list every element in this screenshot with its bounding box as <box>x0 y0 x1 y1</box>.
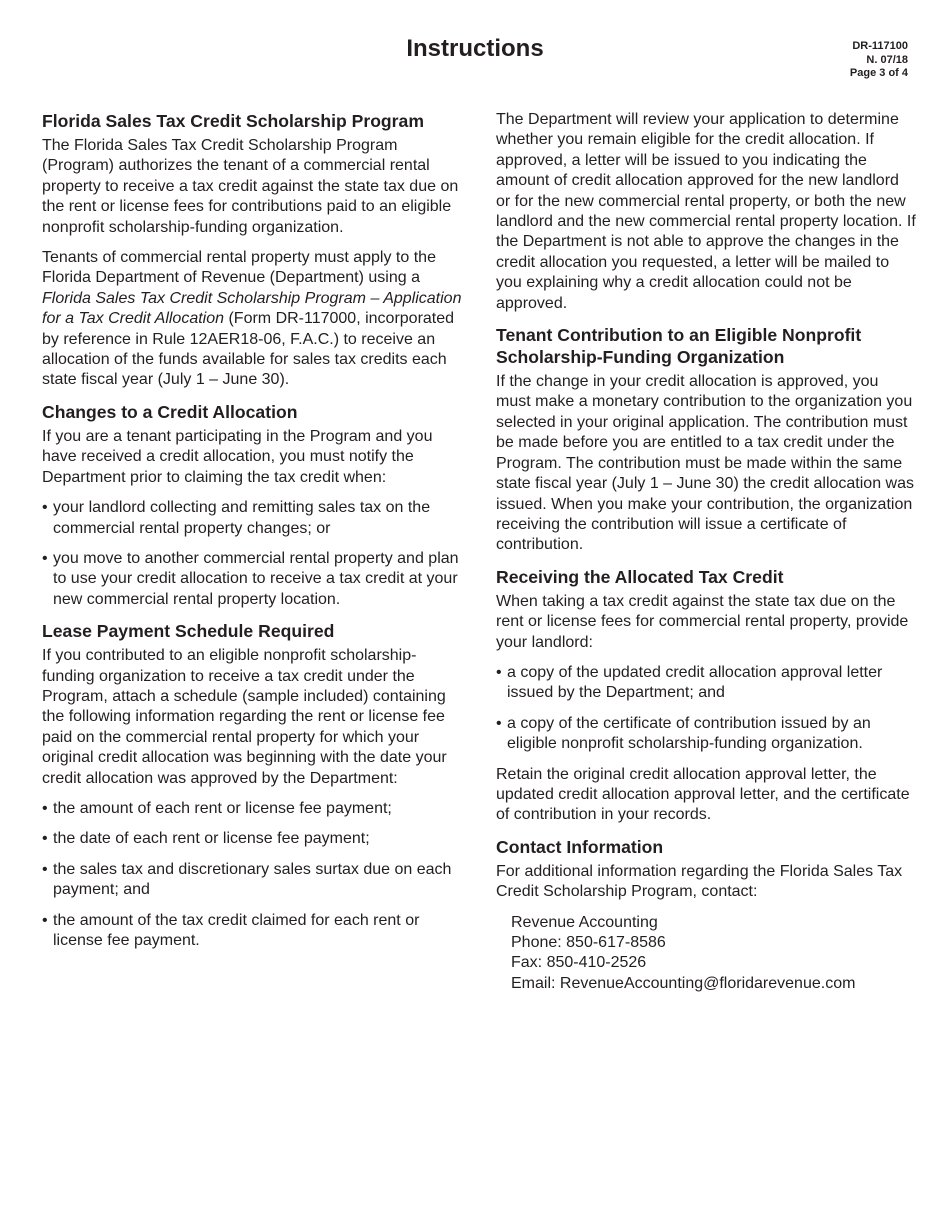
form-number: DR-117100 <box>852 40 908 52</box>
lease-intro: If you contributed to an eligible nonprofit scholarship-funding organization to receive a tax credit under the Program, attach a schedule (sample included) containing the following information regarding the rent or license fee paid on the commercial rental property for which your original credit allocation was beginning with the date your credit allocation was approved by the Department: <box>42 647 447 787</box>
contact-phone: Phone: 850-617-8586 <box>511 934 666 951</box>
bullet-icon: • <box>42 830 48 848</box>
changes-section <box>42 401 462 610</box>
bullet-icon: • <box>496 714 502 732</box>
list-item <box>496 714 916 755</box>
review-paragraph: The Department will review your application to determine whether you remain eligible for the credit allocation. If approved, a letter will be issued to you indicating the amount of credit allocation approved for the new landlord or for the new commercial rental property, or both the new landlord and the new commercial rental property location. If the Department is not able to approve the changes in the credit allocation you requested, a letter will be mailed to you explaining why a credit allocation could not be approved. <box>496 111 916 312</box>
receiving-intro: When taking a tax credit against the state tax due on the rent or license fees for commercial rental property, provide your landlord: <box>496 592 909 651</box>
bullet-icon: • <box>496 663 502 681</box>
contact-section <box>496 836 916 994</box>
program-paragraph-2 <box>42 248 462 391</box>
list-item <box>42 829 462 849</box>
list-item-text: you move to another commercial rental property and plan to use your credit allocation to receive a tax credit at your new commercial rental property location. <box>53 549 459 608</box>
page-number: Page 3 of 4 <box>849 67 908 79</box>
contact-email: Email: RevenueAccounting@floridarevenue.com <box>511 974 856 992</box>
contact-name: Revenue Accounting <box>511 913 658 931</box>
list-item <box>42 498 462 539</box>
application-form-title: Florida Sales Tax Credit Scholarship Program – Application for a Tax Credit Allocation <box>42 289 462 328</box>
program-p2-end: (Form DR-117000, incorporated by reference in Rule 12AER18-06, F.A.C.) to receive an allocation of the funds available for sales tax credits each state fiscal year (July 1 – June 30). <box>42 310 455 389</box>
bullet-icon: • <box>42 549 48 567</box>
receiving-heading: Receiving the Allocated Tax Credit <box>496 566 784 587</box>
program-section <box>42 110 462 391</box>
contribution-section <box>496 324 916 556</box>
list-item-text: the date of each rent or license fee payment; <box>53 830 370 848</box>
list-item-text: the amount of the tax credit claimed for each rent or license fee payment. <box>53 911 420 949</box>
program-p2-start: Tenants of commercial rental property must apply to the Florida Department of Revenue (Department) using a <box>42 249 436 287</box>
list-item <box>42 549 462 610</box>
retain-paragraph: Retain the original credit allocation approval letter, the updated credit allocation approval letter, and the certificate of contribution in your records. <box>496 765 910 824</box>
list-item <box>42 799 462 819</box>
bullet-icon: • <box>42 799 48 817</box>
list-item <box>496 663 916 704</box>
lease-heading: Lease Payment Schedule Required <box>42 621 335 642</box>
changes-intro: If you are a tenant participating in the Program and you have received a credit allocation, you must notify the Department prior to claiming the tax credit when: <box>42 427 433 486</box>
contribution-heading: Tenant Contribution to an Eligible Nonprofit Scholarship-Funding Organization <box>496 325 862 368</box>
receiving-section <box>496 566 916 826</box>
contact-block <box>496 913 916 995</box>
contact-intro: For additional information regarding the Florida Sales Tax Credit Scholarship Program, contact: <box>496 862 903 901</box>
contribution-paragraph: If the change in your credit allocation is approved, you must make a monetary contribution to the organization you selected in your original application. The contribution must be made before you are entitled to a tax credit under the Program. The contribution must be made within the same state fiscal year (July 1 – June 30) the credit allocation was issued. When you make your contribution, the organization receiving the contribution will issue a certificate of contribution. <box>496 373 914 554</box>
right-column <box>496 110 916 994</box>
lease-section <box>42 620 462 951</box>
list-item-text: your landlord collecting and remitting sales tax on the commercial rental property changes; or <box>53 499 431 537</box>
list-item <box>42 860 462 901</box>
contact-fax: Fax: 850-410-2526 <box>511 954 647 972</box>
left-column <box>42 110 462 961</box>
changes-heading: Changes to a Credit Allocation <box>42 401 298 422</box>
program-heading: Florida Sales Tax Credit Scholarship Program <box>42 111 424 131</box>
bullet-icon: • <box>42 499 48 517</box>
contact-heading: Contact Information <box>496 836 664 857</box>
form-revision: N. 07/18 <box>866 53 908 66</box>
list-item-text: a copy of the certificate of contribution issued by an eligible nonprofit scholarship-funding organization. <box>507 714 871 753</box>
list-item-text: a copy of the updated credit allocation approval letter issued by the Department; and <box>507 663 883 702</box>
bullet-icon: • <box>42 911 48 929</box>
bullet-icon: • <box>42 860 48 878</box>
program-paragraph-1: The Florida Sales Tax Credit Scholarship Program (Program) authorizes the tenant of a commercial rental property to receive a tax credit against the state tax due on the rent or license fees for contributions paid to an eligible nonprofit scholarship-funding organization. <box>42 137 459 236</box>
list-item <box>42 911 462 952</box>
form-identifier <box>850 40 908 81</box>
list-item-text: the amount of each rent or license fee payment; <box>53 799 392 817</box>
page-title: Instructions <box>406 35 544 62</box>
list-item-text: the sales tax and discretionary sales surtax due on each payment; and <box>53 860 452 899</box>
